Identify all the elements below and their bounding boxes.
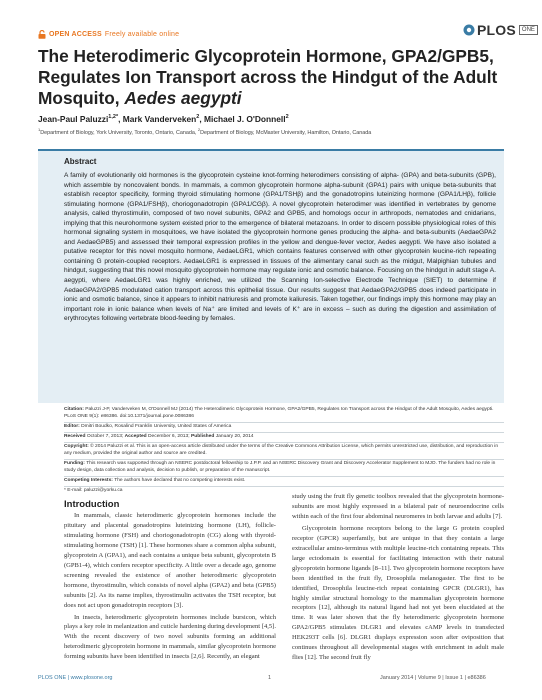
footer-journal (38, 675, 113, 681)
footer-journal-text: PLOS ONE | www.plosone.org (38, 675, 113, 681)
editor-text: Dmitri Boudko, Rosalind Franklin University, United States of America (81, 424, 232, 429)
affiliations (38, 127, 508, 136)
abstract-text: A family of evolutionarily old hormones is the glycoprotein cysteine knot-forming heterodimers consisting of alpha- (GPA) and beta-subunits (GPB), which assemble by noncovalent bonds. In mammals, a common glycoprotein hormone alpha-subunit (GPA1) pairs with unique beta-subunits that establish receptor specificity, forming thyroid stimulating hormone (GPA1/TSHβ) and the gonadotropins luteinizing hormone (GPA1/LHβ), follicle stimulating hormone (GPA1/FSHβ), choriogonadotropin (GPA1/CGβ). A novel glycoprotein heterodimer was identified in vertebrates by genome analysis, called thyrostimulin, composed of two novel subunits, GPA2 and GPB5, and homologs occur in arthropods, nematodes and cnidarians, implying that this neurohormone system existed prior to the emergence of bilateral metazoans. In order to discern possible physiological roles of this hormonal signaling system in mosquitoes, we have isolated the glycoprotein hormone genes producing the alpha- and beta-subunits (AedaeGPA2 and AedaeGPB5) and assessed their temporal expression profiles in the yellow and dengue-fever vector, Aedes aegypti. We have also isolated a putative receptor for this novel mosquito hormone, AedaeLGR1, which contains features conserved with other glycoprotein leucine-rich repeating containing G protein-coupled receptors. AedaeLGR1 is expressed in tissues of the alimentary canal such as the midgut, Malpighian tubules and hindgut, suggesting that this novel mosquito glycoprotein hormone may regulate ionic and osmotic balance. Focusing on the hindgut in adult stage A. aegypti, where AedaeLGR1 was highly enriched, we utilized the Scanning Ion-selective Electrode Technique (SIET) to determine if AedaeGPA2/GPB5 modulated cation transport across this epithelial tissue. Our results suggest that AedaeGPA2/GPB5 does indeed participate in ionic and osmotic balance, since it appears to inhibit natriuresis and promote kaliuresis. Taken together, our findings imply this hormone may play an important role in ionic balance when levels of Na⁺ are limited and levels of K⁺ are in excess – such as during the digestion and assimilation of erythrocytes following vertebrate blood-feeding by females. (64, 172, 496, 323)
affiliation-sup: 1 (38, 127, 41, 132)
plos-brand: PLOS (477, 22, 516, 38)
competing-label: Competing Interests: (64, 478, 113, 483)
divider (64, 486, 504, 487)
open-access-label: OPEN ACCESS (49, 31, 102, 38)
footer-issue: January 2014 | Volume 9 | Issue 1 | e86386 (380, 675, 486, 681)
title-text: The Heterodimeric Glycoprotein Hormone, GPA2/GPB5, Regulates Ion Transport across the Hindgut of the Adult Mosquito, (38, 46, 498, 108)
paragraph: In mammals, classic heterodimeric glycoprotein hormones include the pituitary and placental gonadotropins luteinizing hormone (LH), follicle-stimulating hormone (FSH) and choriogonadotropin (CG) along with thyroid-stimulating hormone (TSH) [1]. These hormones share a common alpha subunit, glycoprotein A (GPA1), and each contains a unique beta subunit, glycoprotein B (GPB1-4), which confers receptor specificity. A little over a decade ago, genome screening revealed the existence of another heterodimeric glycoprotein hormone, thyrostimulin, which consists of novel alpha (GPA2) and beta (GPB5) subunits [2]. As its name implies, thyrostimulin activates the TSH receptor, but does not act upon gonadotropin receptors [3]. (64, 512, 276, 609)
funding (64, 461, 504, 474)
corresponding-email: * E-mail: paluzzi@yorku.ca (64, 488, 123, 493)
introduction-heading: Introduction (64, 499, 120, 510)
plos-one-logo (463, 22, 538, 38)
divider (64, 459, 504, 460)
citation (64, 407, 504, 420)
author-sup: 1,2 (108, 114, 116, 121)
abstract-heading: Abstract (64, 157, 97, 166)
one-brand: ONE (519, 25, 538, 35)
author-separator: , (118, 114, 123, 124)
editor-label: Editor: (64, 424, 80, 429)
divider (64, 422, 504, 423)
copyright-text: © 2014 Paluzzi et al. This is an open-access article distributed under the terms of the Creative Commons Attribution License, which permits unrestricted use, distribution, and reproduction in any medium, provided the original author and source are credited. (64, 444, 499, 456)
author-name: Mark Vanderveken (122, 114, 197, 124)
affiliation-text: Department of Biology, York University, Toronto, Ontario, Canada, (40, 129, 198, 136)
paragraph: In insects, heterodimeric glycoprotein hormones include bursicon, which plays a key role in melanization and cuticle hardening during development [4,5]. With the recent discovery of two novel subunits forming an additional heterodimeric glycoprotein hormone in mammals, similar glycoprotein hormone forming subunits have been identified in insects [2,6]. Recently, an elegant (64, 613, 276, 661)
page-number: 1 (268, 675, 272, 681)
author-name: Michael J. O'Donnell (204, 114, 286, 124)
title-species: Aedes aegypti (124, 88, 242, 108)
funding-label: Funding: (64, 461, 85, 466)
divider (64, 432, 504, 433)
open-access-banner (38, 30, 179, 39)
editor (64, 424, 504, 431)
plos-logo-icon (463, 24, 475, 36)
published-date: January 20, 2014 (215, 434, 254, 439)
affiliation-text: Department of Biology, McMaster University, Hamilton, Ontario, Canada (200, 129, 372, 136)
article-title (38, 46, 508, 109)
competing-text: The authors have declared that no competing interests exist. (114, 478, 246, 483)
free-online-label: Freely available online (104, 31, 180, 38)
divider (64, 476, 504, 477)
funding-text: This research was supported through an NSERC postdoctoral fellowship to J.P.P. and an NSERC Discovery Grant and Discovery Accelerator Supplement to MJO. The funders had no role in study design, data collection and analysis, decision to publish, or preparation of the manuscript. (64, 461, 496, 473)
corresponding-star: * (115, 114, 119, 121)
citation-text: Paluzzi J-P, Vanderveken M, O'Donnell MJ (2014) The Heterodimeric Glycoprotein Hormone, GPA2/GPB5, Regulates Ion Transport across the Hindgut of the Adult Mosquito, Aedes aegypti. PLoS ONE 9(1): e86386. doi:10.1371/journal.pone.0086386 (64, 407, 494, 419)
citation-label: Citation: (64, 407, 84, 412)
author-separator: , (199, 114, 205, 124)
author-sup: 2 (196, 114, 200, 121)
received-label: Received (64, 434, 86, 439)
copyright (64, 444, 504, 457)
paragraph: Glycoprotein hormone receptors belong to the large G protein coupled receptor (GPCR) superfamily, but are unique in that they contain a large extracellular amino-terminus with multiple leucine-rich containing repeats. This large ectodomain is essential for facilitating interaction with their natural glycoprotein hormone ligands [8–11]. Two glycoprotein hormone receptors have been identified in the fruit fly, Drosophila melanogaster. The first to be identified, Drosophila leucine-rich repeat containing GPCR (DLGR1), has highly similar structural homology to the mammalian glycoprotein hormone receptors [12], although its natural ligand had not yet been elucidated at the time. It was later shown that the fly heterodimeric glycoprotein hormone GPA2/GPB5 stimulates DLGR1 and elevates cAMP levels in transfected HEK293T cells [6]. DLGR1 displays expression soon after oviposition that continues throughout all developmental stages with enrichment in adult male flies [12]. The second fruit fly (292, 524, 504, 662)
paragraph: study using the fruit fly genetic toolbox revealed that the glycoprotein hormone-subunits are most highly expressed in a bilateral pair of neuroendocrine cells within each of the first four abdominal neuromeres in both larvae and adults [7]. (292, 493, 504, 520)
copyright-label: Copyright: (64, 444, 89, 449)
author-list (38, 114, 508, 124)
open-lock-icon (38, 30, 46, 39)
affiliation-sup: 2 (197, 127, 201, 132)
author-sup: 2 (285, 114, 289, 121)
received-date: October 7, 2013; (86, 434, 124, 439)
author-name: Jean-Paul Paluzzi (38, 114, 109, 124)
competing-interests (64, 478, 504, 485)
intro-left-column (64, 511, 276, 662)
divider (64, 442, 504, 443)
abstract-box (38, 149, 504, 403)
accepted-date: December 6, 2013; (148, 434, 190, 439)
article-dates (64, 434, 504, 441)
published-label: Published (190, 434, 215, 439)
intro-right-column (292, 492, 504, 663)
accepted-label: Accepted (124, 434, 147, 439)
